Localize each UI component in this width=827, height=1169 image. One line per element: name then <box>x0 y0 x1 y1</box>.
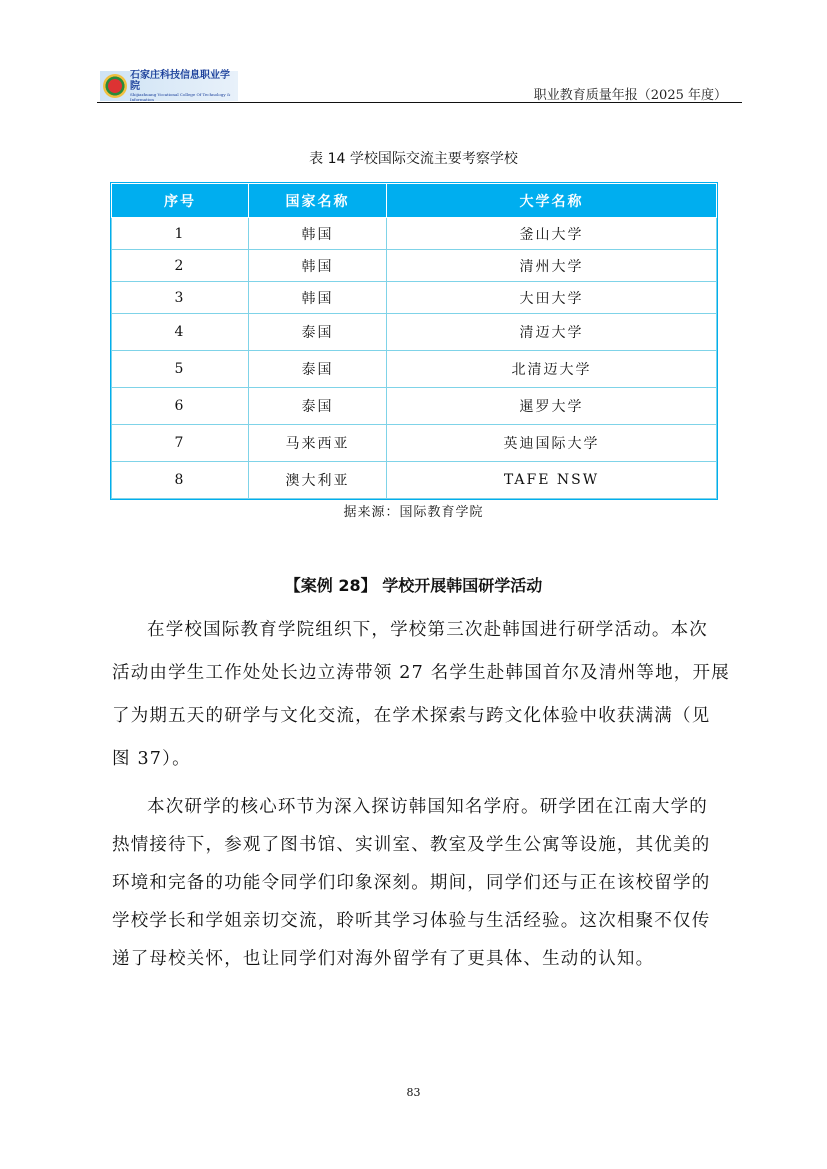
table-caption: 表 14 学校国际交流主要考察学校 <box>309 151 518 167</box>
table-cell: 泰国 <box>249 388 387 425</box>
table-cell: 清迈大学 <box>387 314 717 351</box>
text-line: 环境和完备的功能令同学们印象深刻。期间，同学们还与正在该校留学的 <box>112 873 711 893</box>
table-cell: 8 <box>112 462 249 499</box>
table-cell: 7 <box>112 425 249 462</box>
table-cell: 3 <box>112 282 249 314</box>
text-line: 递了母校关怀，也让同学们对海外留学有了更具体、生动的认知。 <box>112 949 655 969</box>
header-divider <box>97 102 742 103</box>
table-row <box>112 425 717 462</box>
table-cell: 1 <box>112 218 249 250</box>
report-title: 职业教育质量年报（2025 年度） <box>533 88 727 103</box>
paragraph-2 <box>112 788 728 978</box>
table-cell: 澳大利亚 <box>249 462 387 499</box>
table-cell: 釜山大学 <box>387 218 717 250</box>
table-source: 据来源：国际教育学院 <box>343 505 484 520</box>
table-row <box>112 250 717 282</box>
table-cell: 北清迈大学 <box>387 351 717 388</box>
table-cell: 韩国 <box>249 250 387 282</box>
text-line: 图 37）。 <box>112 749 191 769</box>
exchange-schools-table <box>111 183 717 499</box>
table-cell: 大田大学 <box>387 282 717 314</box>
table-cell: 泰国 <box>249 314 387 351</box>
table-row <box>112 388 717 425</box>
page-number: 83 <box>406 1086 421 1099</box>
school-seal-icon <box>103 74 127 98</box>
text-line: 了为期五天的研学与文化交流，在学术探索与跨文化体验中收获满满（见 <box>112 706 711 726</box>
logo-text: 石家庄科技信息职业学院 Shijiazhuang Vocational College Of Technology & Information <box>130 70 231 102</box>
table-row <box>112 351 717 388</box>
text-line: 活动由学生工作处处长边立涛带领 27 名学生赴韩国首尔及清州等地，开展 <box>112 663 730 683</box>
text-line: 本次研学的核心环节为深入探访韩国知名学府。研学团在江南大学的 <box>147 797 708 817</box>
table-row <box>112 462 717 499</box>
table-cell: 泰国 <box>249 351 387 388</box>
table-row <box>112 314 717 351</box>
case-title: 【案例 28】 学校开展韩国研学活动 <box>284 576 543 595</box>
table-cell: 英迪国际大学 <box>387 425 717 462</box>
column-header: 序号 <box>112 184 249 218</box>
table-row <box>112 282 717 314</box>
table-cell: 2 <box>112 250 249 282</box>
column-header: 国家名称 <box>249 184 387 218</box>
table-cell: 韩国 <box>249 282 387 314</box>
table-cell: 马来西亚 <box>249 425 387 462</box>
table-cell: TAFE NSW <box>387 462 717 499</box>
table-cell: 韩国 <box>249 218 387 250</box>
school-logo <box>100 71 238 101</box>
table-cell: 暹罗大学 <box>387 388 717 425</box>
column-header: 大学名称 <box>387 184 717 218</box>
table-cell: 4 <box>112 314 249 351</box>
paragraph-1 <box>112 609 728 781</box>
text-line: 在学校国际教育学院组织下，学校第三次赴韩国进行研学活动。本次 <box>147 620 708 640</box>
text-line: 热情接待下，参观了图书馆、实训室、教室及学生公寓等设施，其优美的 <box>112 835 711 855</box>
table-row <box>112 218 717 250</box>
table-cell: 6 <box>112 388 249 425</box>
text-line: 学校学长和学姐亲切交流，聆听其学习体验与生活经验。这次相聚不仅传 <box>112 911 711 931</box>
table-cell: 清州大学 <box>387 250 717 282</box>
table-cell: 5 <box>112 351 249 388</box>
